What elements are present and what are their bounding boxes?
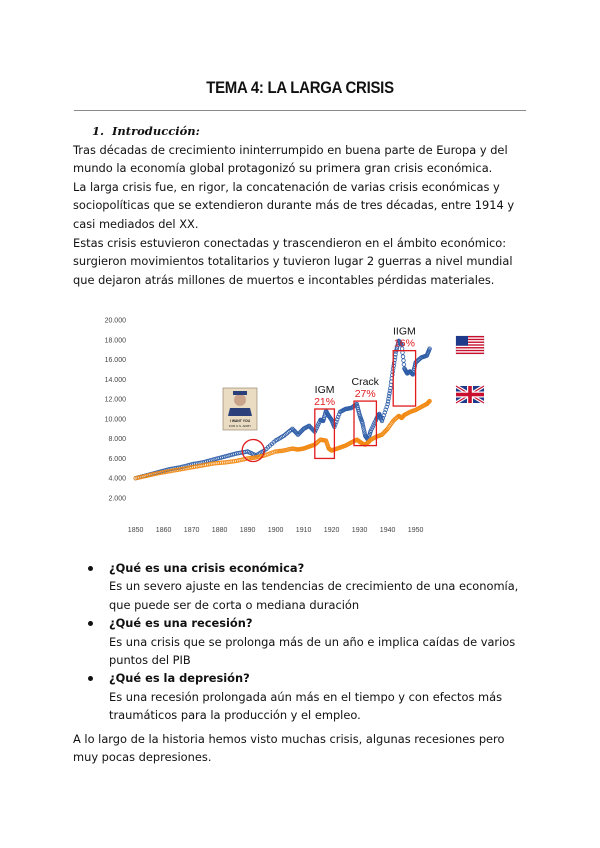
page-title: TEMA 4: LA LARGA CRISIS — [206, 78, 394, 97]
question-text: ¿Qué es una crisis económica? — [109, 561, 305, 575]
crisis-label: IIGM — [393, 325, 416, 338]
intro-paragraph-3: Estas crisis estuvieron conectadas y trascendieron en el ámbito económico: surgieron movimientos totalitarios y tuvieron lugar 2 guerras a nivel mundial que dejaron atrás millones de muertos e incontables pérdidas materiales. — [73, 236, 513, 287]
flag-stripe — [456, 353, 484, 354]
y-tick-label: 8.000 — [108, 436, 126, 444]
y-tick-label: 14.000 — [104, 376, 126, 384]
x-tick-label: 1940 — [379, 527, 396, 534]
bullet-icon — [88, 676, 93, 681]
question-text: ¿Qué es la depresión? — [109, 671, 250, 686]
y-tick-label: 12.000 — [104, 396, 126, 404]
crisis-label: Crack — [351, 376, 379, 389]
poster-face — [234, 394, 246, 406]
usa-data-point — [401, 351, 405, 355]
crisis-percent: 21% — [314, 396, 336, 408]
question-list — [88, 559, 528, 725]
y-tick-label: 4.000 — [108, 475, 126, 483]
flag-canton — [456, 336, 468, 346]
answer-text: Es una crisis que se prolonga más de un año e implica caídas de varios puntos del PIB — [109, 634, 516, 668]
flag-uk-icon — [456, 386, 484, 403]
x-tick-label: 1850 — [127, 527, 144, 534]
x-tick-label: 1910 — [295, 527, 312, 534]
y-tick-label: 6.000 — [108, 455, 126, 463]
x-tick-label: 1880 — [211, 527, 228, 534]
closing-paragraph: A lo largo de la historia hemos visto muchas crisis, algunas recesiones pero muy pocas depresiones. — [73, 732, 505, 765]
x-tick-label: 1920 — [323, 527, 340, 534]
question-item — [88, 614, 528, 669]
gdp-chart — [100, 300, 500, 540]
x-tick-label: 1900 — [267, 527, 284, 534]
question-item — [88, 669, 528, 724]
question-item — [88, 559, 528, 614]
section-label: Introducción: — [112, 124, 200, 138]
flag-usa-icon — [456, 336, 484, 354]
question-text: ¿Qué es una recesión? — [109, 616, 253, 631]
poster-text-line2: FOR U.S. ARMY — [228, 424, 252, 428]
flag-stripe — [456, 350, 484, 351]
x-tick-label: 1950 — [407, 527, 424, 534]
usa-data-point — [402, 359, 406, 363]
x-tick-label: 1930 — [351, 527, 368, 534]
poster-text-line1: I WANT YOU — [229, 419, 251, 423]
intro-paragraph-1: Tras décadas de crecimiento ininterrumpido en buena parte de Europa y del mundo la economía global protagonizó su primera gran crisis económica. — [73, 143, 508, 176]
crisis-percent: 16% — [393, 337, 415, 350]
answer-text: Es una recesión prolongada aún más en el tiempo y con efectos más traumáticos para la producción y el empleo. — [109, 689, 503, 723]
poster-hat — [233, 391, 247, 395]
y-tick-label: 18.000 — [104, 337, 126, 345]
usa-data-point — [401, 355, 405, 359]
usa-data-point — [402, 363, 406, 367]
section-heading — [92, 124, 200, 138]
bullet-icon — [88, 566, 93, 571]
section-number: 1. — [92, 124, 105, 138]
bullet-icon — [88, 621, 93, 626]
x-tick-label: 1860 — [155, 527, 172, 534]
uncle-sam-poster-icon — [223, 388, 257, 430]
y-tick-label: 16.000 — [104, 357, 126, 365]
x-tick-label: 1890 — [239, 527, 256, 534]
y-tick-label: 20.000 — [104, 317, 126, 325]
answer-text: Es un severo ajuste en las tendencias de crecimiento de una economía, que puede ser de corta o mediana duración — [109, 579, 519, 612]
flag-cross-red-h — [456, 393, 484, 397]
y-tick-label: 2.000 — [108, 495, 126, 503]
crisis-label: IGM — [314, 384, 335, 396]
crisis-percent: 27% — [354, 388, 376, 401]
flag-stripe — [456, 347, 484, 348]
intro-paragraph-2: La larga crisis fue, en rigor, la concatenación de varias crisis económicas y sociopolíticas que se extendieron durante más de tres décadas, entre 1914 y casi mediados del XX. — [73, 180, 515, 231]
x-tick-label: 1870 — [183, 527, 200, 534]
y-tick-label: 10.000 — [104, 416, 126, 424]
poster-coat — [228, 408, 252, 416]
title-divider — [74, 110, 526, 111]
